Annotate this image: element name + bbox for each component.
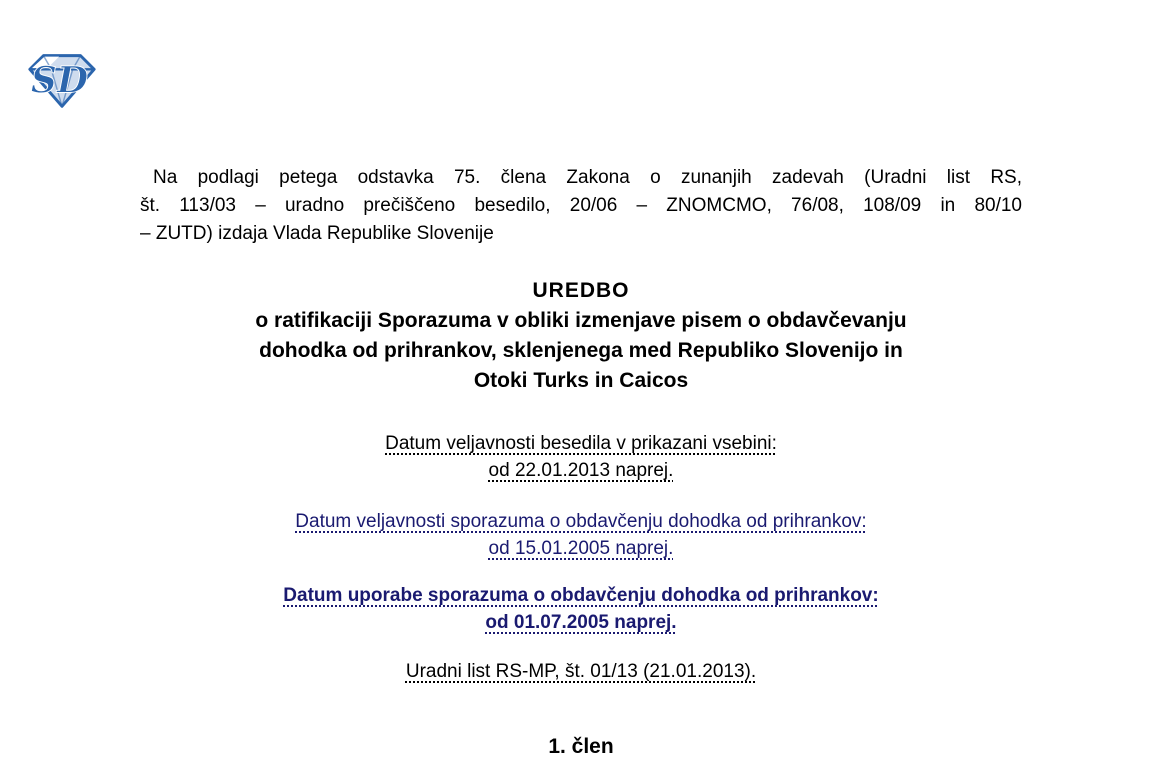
application-note-agreement-value[interactable]: od 01.07.2005 naprej.: [485, 612, 677, 633]
document-title: [140, 276, 1022, 396]
validity-note-agreement-label[interactable]: Datum veljavnosti sporazuma o obdavčenju dohodka od prihrankov:: [295, 511, 867, 532]
gazette-reference-text: Uradni list RS-MP, št. 01/13 (21.01.2013).: [405, 661, 757, 682]
validity-note-agreement-value[interactable]: od 15.01.2005 naprej.: [488, 538, 674, 559]
title-subtitle-line-1: o ratifikaciji Sporazuma v obliki izmenjave pisem o obdavčevanju: [255, 309, 907, 332]
title-subtitle-line-2: dohodka od prihrankov, sklenjenega med Republiko Slovenijo in: [259, 339, 903, 362]
application-note-agreement-label[interactable]: Datum uporabe sporazuma o obdavčenju dohodka od prihrankov:: [283, 585, 879, 606]
validity-note-text: [140, 430, 1022, 484]
gazette-reference: [140, 658, 1022, 685]
validity-note-text-label: Datum veljavnosti besedila v prikazani vsebini:: [385, 433, 777, 454]
title-subtitle-line-3: Otoki Turks in Caicos: [473, 369, 689, 392]
sd-diamond-logo: [24, 50, 100, 110]
intro-line-2: št. 113/03 – uradno prečiščeno besedilo, 20/06 – ZNOMCMO, 76/08, 108/09 in 80/10: [140, 195, 1022, 216]
title-heading: UREDBO: [532, 279, 630, 302]
validity-note-text-value: od 22.01.2013 naprej.: [488, 460, 674, 481]
sd-diamond-logo-graphic: [24, 50, 100, 110]
logo-letters: SD: [30, 58, 89, 102]
article-1-heading: 1. člen: [548, 735, 614, 758]
intro-line-1: Na podlagi petega odstavka 75. člena Zakona o zunanjih zadevah (Uradni list RS,: [153, 167, 1022, 188]
intro-paragraph: [140, 164, 1022, 248]
validity-note-agreement[interactable]: [140, 508, 1022, 562]
intro-line-3: – ZUTD) izdaja Vlada Republike Slovenije: [140, 223, 494, 244]
application-note-agreement[interactable]: [140, 582, 1022, 636]
